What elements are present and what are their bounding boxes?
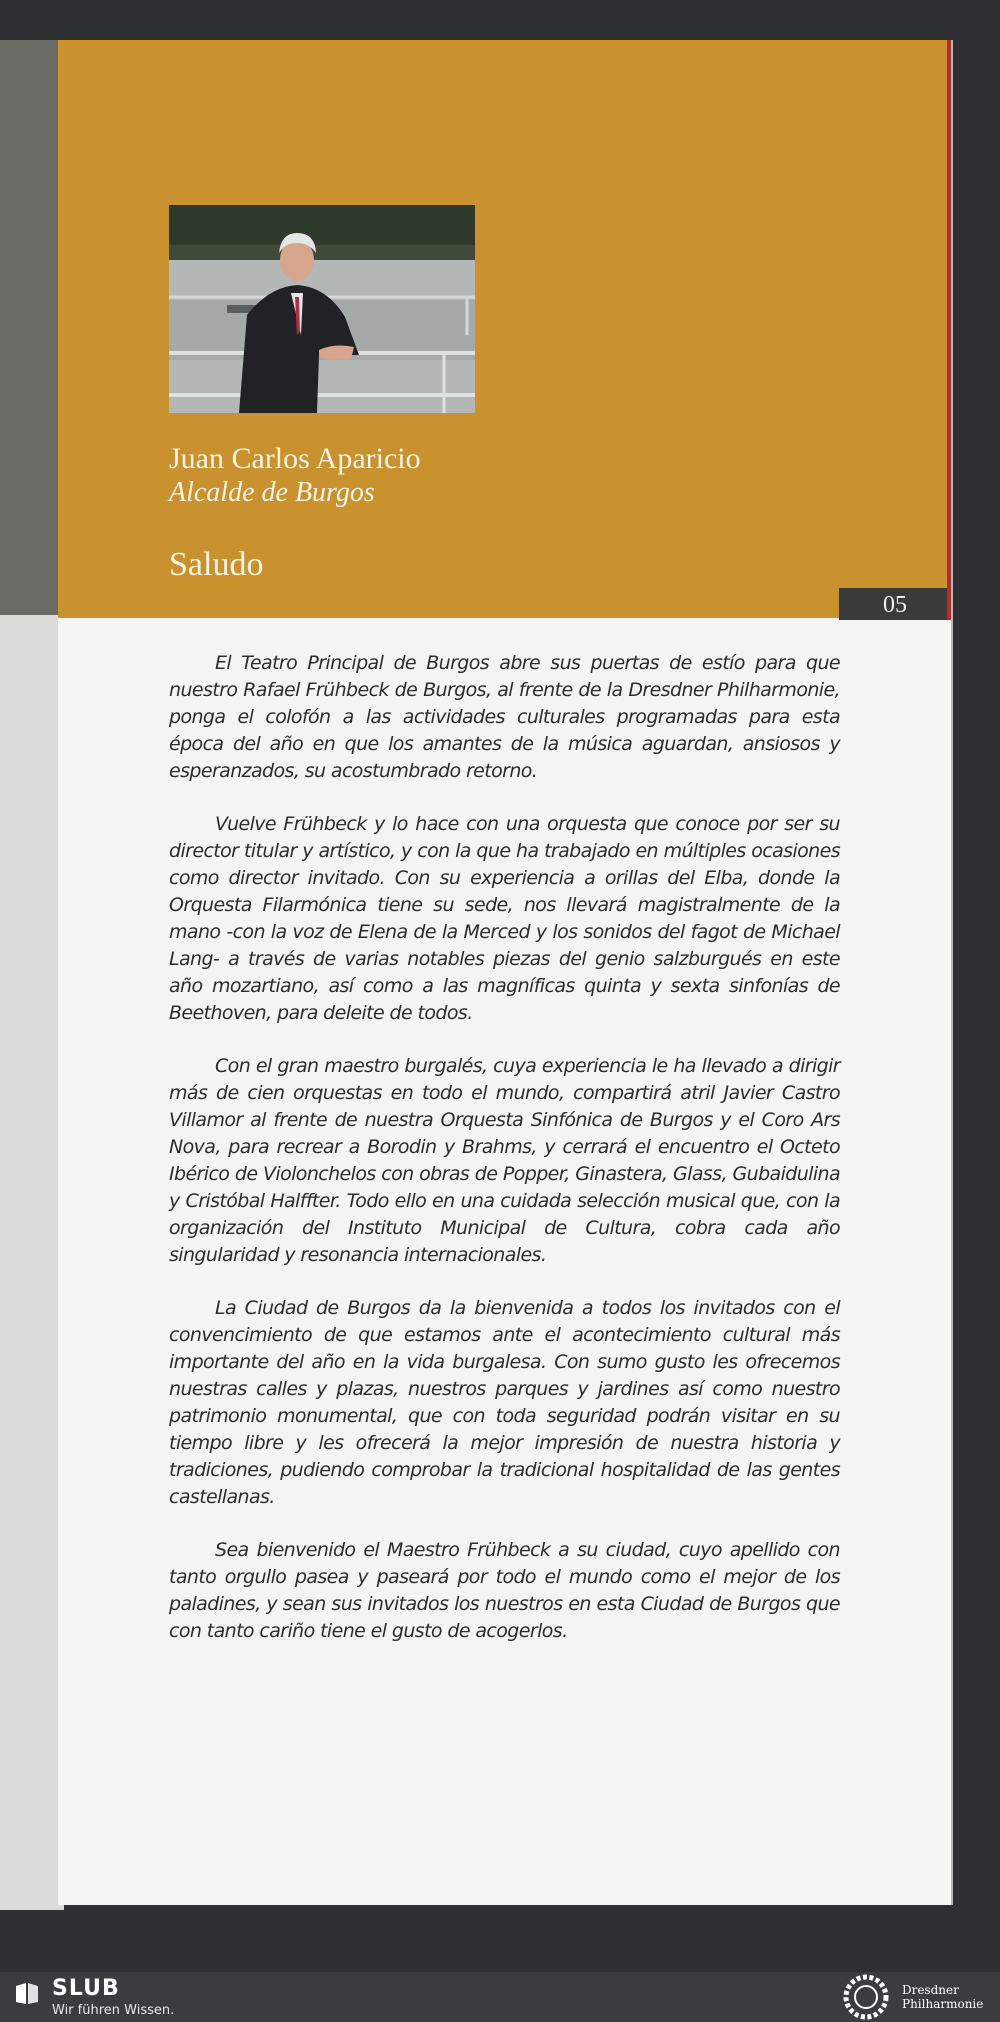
partner-name-line2: Philharmonie: [902, 1997, 984, 2011]
paragraph: El Teatro Principal de Burgos abre sus puertas de estío para que nuestro Rafael Frühbeck de Burgos, al frente de la Dresdner Philharmonie, ponga el colofón a las actividades culturales programadas para esta época del año en que los amantes de la música aguardan, ansiosos y esperanzados, su acostumbrado retorno.: [169, 652, 840, 782]
paragraph: La Ciudad de Burgos da la bienvenida a todos los invitados con el convencimiento de que estamos ante el acontecimiento cultural más importante del año en la vida burgalesa. Con sumo gusto les ofrecemos nuestras calles y plazas, nuestros parques y jardines así como nuestro patrimonio monumental, que con toda seguridad podrán visitar en su tiempo libre y les ofrecerá la mejor impresión de nuestra historia y tradiciones, pudiendo comprobar la tradicional hospitalidad de las gentes castellanas.: [169, 1297, 840, 1508]
slub-logo-icon: [14, 1980, 40, 2006]
paragraph: Vuelve Frühbeck y lo hace con una orquesta que conoce por ser su director titular y artístico, y con la que ha trabajado en múltiples ocasiones como director invitado. Con su experiencia a orillas del Elba, donde la Orquesta Filarmónica tiene su sede, nos llevará magistralmente de la mano -con la voz de Elena de la Merced y los sonidos del fagot de Michael Lang- a través de varias notables piezas del genio salzburgués en este año mozartiano, así como a las magníficas quinta y sexta sinfonías de Beethoven, para deleite de todos.: [169, 813, 840, 1024]
partner-name: [902, 1983, 983, 2011]
body-text: [169, 650, 840, 1671]
slub-name: SLUB: [52, 1976, 120, 2001]
paragraph: Con el gran maestro burgalés, cuya experiencia le ha llevado a dirigir más de cien orquestas en todo el mundo, compartirá atril Javier Castro Villamor al frente de nuestra Orquesta Sinfónica de Burgos y el Coro Ars Nova, para recrear a Borodin y Brahms, y cerrará el encuentro el Octeto Ibérico de Violonchelos con obras de Popper, Ginastera, Glass, Gubaidulina y Cristóbal Halffter. Todo ello en una cuidada selección musical que, con la organización del Instituto Municipal de Cultura, cobra cada año singularidad y resonancia internacionales.: [169, 1055, 840, 1266]
portrait-photo: [169, 205, 475, 413]
section-title: Saludo: [169, 546, 264, 583]
footer-bar: [0, 1972, 1000, 2022]
dresdner-philharmonie-logo-icon: [842, 1974, 890, 2020]
brochure-page: [58, 40, 951, 1905]
paragraph: Sea bienvenido el Maestro Frühbeck a su ciudad, cuyo apellido con tanto orgullo pasea y paseará por todo el mundo como el mejor de los paladines, y sean sus invitados los nuestros en esta Ciudad de Burgos que con tanto cariño tiene el gusto de acogerlos.: [169, 1539, 840, 1642]
slub-tagline: Wir führen Wissen.: [52, 2003, 175, 2018]
page-number: 05: [839, 588, 951, 620]
header-band: [58, 40, 951, 618]
page-edge-red: [947, 40, 951, 620]
partner-name-line1: Dresdner: [902, 1983, 959, 1997]
author-name: Juan Carlos Aparicio: [169, 442, 421, 475]
author-role: Alcalde de Burgos: [169, 477, 375, 508]
previous-page-edge: [0, 40, 60, 615]
previous-page-edge-light: [0, 615, 64, 1910]
